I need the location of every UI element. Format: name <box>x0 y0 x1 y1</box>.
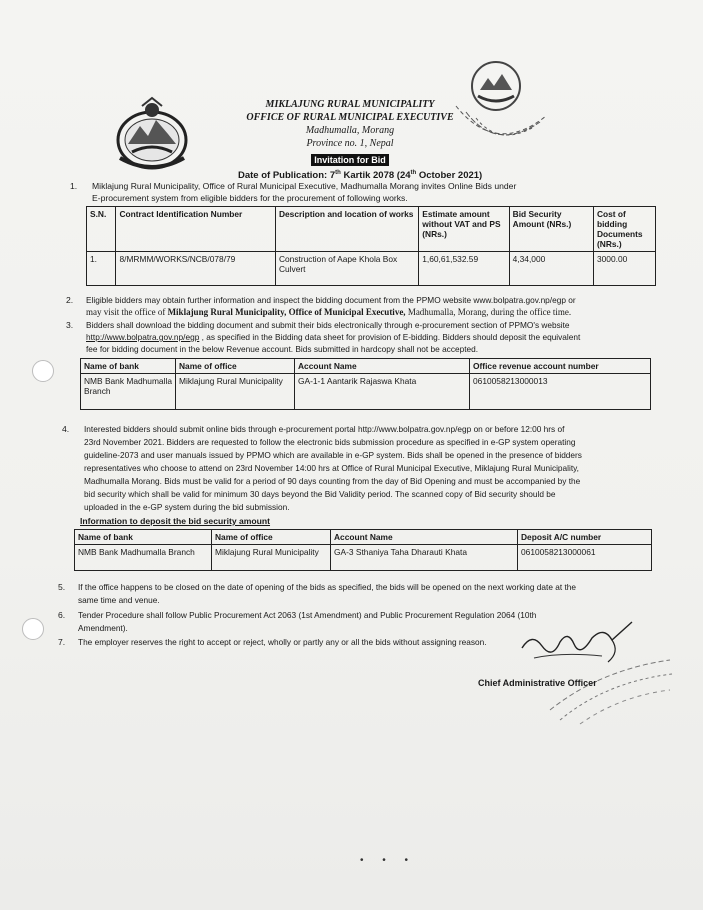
paragraph-4-line-2: 23rd November 2021. Bidders are requested to follow the electronic bids submission procedure as specified in e-GP system operating <box>84 437 576 447</box>
item-number: 2. <box>66 295 74 305</box>
paragraph-7: The employer reserves the right to accept or reject, wholly or partly any or all the bids without assigning reason. <box>78 637 487 647</box>
paragraph-4-line-7: uploaded in the e-GP system during the bid submission. <box>84 502 290 512</box>
table-header-row <box>81 359 651 374</box>
table-cell: Miklajung Rural Municipality <box>176 374 295 410</box>
column-header: Name of office <box>176 359 295 374</box>
item-number: 1. <box>70 181 78 191</box>
table-header-row <box>75 530 652 545</box>
bid-security-table <box>74 529 652 571</box>
paragraph-6-line-1: Tender Procedure shall follow Public Procurement Act 2063 (1st Amendment) and Public Procurement Regulation 2064 (10th <box>78 610 537 620</box>
table-cell: Miklajung Rural Municipality <box>212 545 331 571</box>
document-header <box>180 98 520 168</box>
column-header: Contract Identification Number <box>116 207 276 252</box>
column-header: Description and location of works <box>275 207 418 252</box>
column-header: Account Name <box>295 359 470 374</box>
column-header: Account Name <box>331 530 518 545</box>
paragraph-4-line-3: guideline-2073 and user manuals issued by PPMO which are available in e-GP system. Bids shall be opened in the presence of bidders <box>84 450 582 460</box>
notice-title-badge: Invitation for Bid <box>311 154 389 166</box>
column-header: S.N. <box>87 207 116 252</box>
province: Province no. 1, Nepal <box>306 138 394 149</box>
office-location: Madhumalla, Morang <box>305 125 395 136</box>
item-number: 4. <box>62 424 70 434</box>
paragraph-3-line-1: Bidders shall download the bidding document and submit their bids electronically through e-procurement section of PPMO's website <box>86 320 570 330</box>
municipality-name: MIKLAJUNG RURAL MUNICIPALITY <box>265 99 435 110</box>
paragraph-3-line-2: http://www.bolpatra.gov.np/egp , as specified in the Bidding data sheet for provision of E-bidding. Bidders should deposit the equivalent <box>86 332 581 342</box>
signatory-title: Chief Administrative Officer <box>478 678 597 688</box>
punch-hole <box>32 360 54 382</box>
table-cell: 1. <box>87 252 116 286</box>
officer-stamp-icon <box>540 650 680 730</box>
paragraph-3-line-3: fee for bidding document in the below Revenue account. Bids submitted in hardcopy shall not be accepted. <box>86 344 479 354</box>
item-number: 3. <box>66 320 74 330</box>
paragraph-4-line-1: Interested bidders should submit online bids through e-procurement portal http://www.bolpatra.gov.np/egp on or before 12:00 hrs of <box>84 424 565 434</box>
paragraph-1-line-2: E-procurement system from eligible bidders for the procurement of following works. <box>92 193 408 203</box>
table-cell: GA-3 Sthaniya Taha Dharauti Khata <box>331 545 518 571</box>
table-row <box>75 545 652 571</box>
works-table <box>86 206 656 286</box>
paragraph-4-line-4: representatives who choose to attend on 23rd November 14:00 hrs at Office of Rural Municipal Executive, Miklajung Rural Municipality, <box>84 463 579 473</box>
item-number: 6. <box>58 610 66 620</box>
paragraph-5-line-2: same time and venue. <box>78 595 160 605</box>
table-cell: 8/MRMM/WORKS/NCB/078/79 <box>116 252 276 286</box>
table-cell: 1,60,61,532.59 <box>419 252 509 286</box>
paragraph-2-line-2: may visit the office of Miklajung Rural Municipality, Office of Municipal Executive, Madhumalla, Morang, during the office time. <box>86 307 572 317</box>
punch-hole <box>22 618 44 640</box>
item-number: 5. <box>58 582 66 592</box>
column-header: Name of office <box>212 530 331 545</box>
table-cell: 0610058213000013 <box>470 374 651 410</box>
paragraph-2-line-1: Eligible bidders may obtain further information and inspect the bidding document from the PPMO website www.bolpatra.gov.np/egp or <box>86 295 576 305</box>
table-header-row <box>87 207 656 252</box>
table-cell: GA-1-1 Aantarik Rajaswa Khata <box>295 374 470 410</box>
column-header: Bid Security Amount (NRs.) <box>509 207 593 252</box>
office-name: OFFICE OF RURAL MUNICIPAL EXECUTIVE <box>246 112 454 123</box>
publication-date: Date of Publication: 7th Kartik 2078 (24th October 2021) <box>238 170 483 182</box>
paragraph-6-line-2: Amendment). <box>78 623 128 633</box>
table-cell: 3000.00 <box>593 252 655 286</box>
paragraph-4-line-5: Madhumalla Morang. Bids must be valid for a period of 90 days counting from the day of Bid Opening and must be accompanied by the <box>84 476 581 486</box>
column-header: Name of bank <box>75 530 212 545</box>
column-header: Deposit A/C number <box>518 530 652 545</box>
item-number: 7. <box>58 637 66 647</box>
table-cell: NMB Bank Madhumalla Branch <box>75 545 212 571</box>
deposit-info-heading: Information to deposit the bid security amount <box>80 516 271 526</box>
table-row <box>87 252 656 286</box>
paragraph-1-line-1: Miklajung Rural Municipality, Office of Rural Municipal Executive, Madhumalla Morang invites Online Bids under <box>92 181 517 191</box>
table-cell: 0610058213000061 <box>518 545 652 571</box>
paragraph-5-line-1: If the office happens to be closed on the date of opening of the bids as specified, the bids will be opened on the next working date at the <box>78 582 577 592</box>
table-cell: NMB Bank Madhumalla Branch <box>81 374 176 410</box>
bolpatra-link[interactable]: http://www.bolpatra.gov.np/egp <box>86 332 200 342</box>
table-row <box>81 374 651 410</box>
column-header: Estimate amount without VAT and PS (NRs.) <box>419 207 509 252</box>
table-cell: Construction of Aape Khola Box Culvert <box>275 252 418 286</box>
column-header: Cost of bidding Documents (NRs.) <box>593 207 655 252</box>
paragraph-4-line-6: bid security which shall be valid for minimum 30 days beyond the Bid Validity period. The scanned copy of Bid security should be <box>84 489 556 499</box>
scan-marks: • • • <box>360 855 417 866</box>
table-cell: 4,34,000 <box>509 252 593 286</box>
revenue-account-table <box>80 358 651 410</box>
column-header: Name of bank <box>81 359 176 374</box>
column-header: Office revenue account number <box>470 359 651 374</box>
